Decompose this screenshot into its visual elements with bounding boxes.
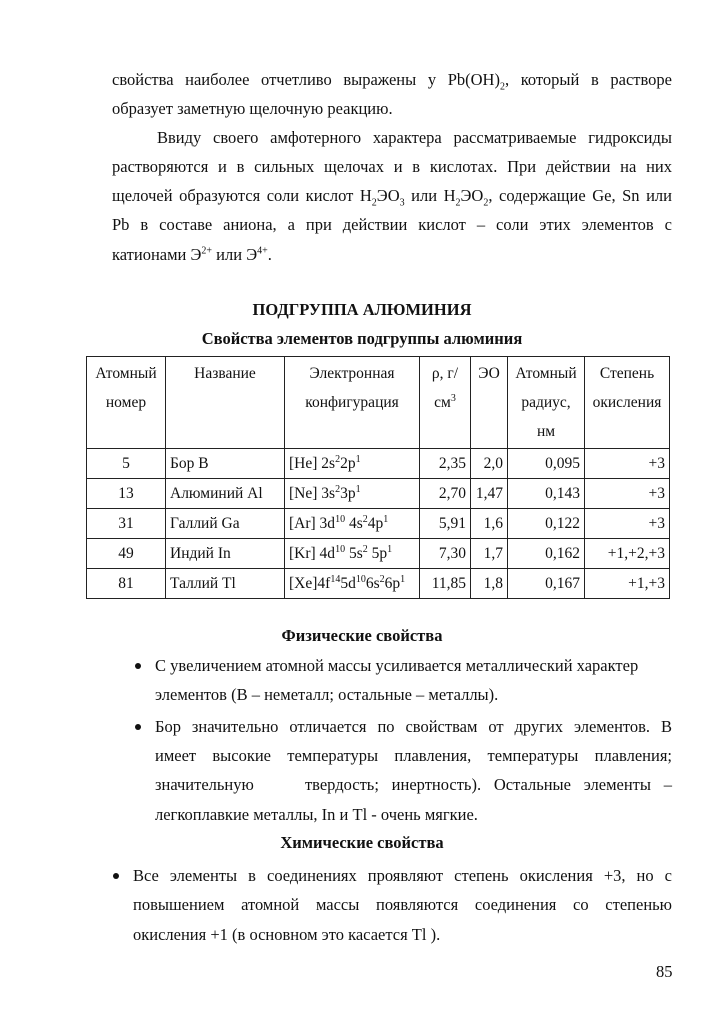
name-cell: Таллий Tl [166, 569, 285, 599]
config-segment: 2p [340, 455, 356, 472]
config-segment: 1 [383, 513, 389, 525]
config-cell [285, 449, 420, 479]
header-cell: Степень окисления [585, 357, 670, 449]
section-heading-chemical: Химические свойства [280, 833, 444, 852]
config-segment: [Ne] 3s [289, 485, 336, 502]
oxidation-cell: +3 [585, 449, 670, 479]
config-segment: 1 [400, 573, 406, 585]
radius-cell: 0,095 [508, 449, 585, 479]
atomic-number-cell: 49 [87, 539, 166, 569]
text-line: легкоплавкие металлы, In и Tl - очень мягкие. [155, 805, 478, 824]
density-cell: 7,30 [420, 539, 471, 569]
table-title: Свойства элементов подгруппы алюминия [201, 329, 523, 348]
radius-cell: 0,167 [508, 569, 585, 599]
text-line: Бор значительно отличается по свойствам от других элементов. B [155, 717, 672, 736]
table-header-row [87, 357, 670, 449]
header-cell: Атомный радиус, нм [508, 357, 585, 449]
radius-cell: 0,143 [508, 479, 585, 509]
config-segment: 3p [340, 485, 356, 502]
table-row [87, 449, 670, 479]
config-segment: 2 [362, 543, 368, 555]
electronegativity-cell: 1,47 [471, 479, 508, 509]
page-number: 85 [656, 962, 673, 981]
config-segment: 2 [335, 483, 341, 495]
config-segment: [He] 2s [289, 455, 336, 472]
config-segment: 6s [365, 575, 380, 592]
electronegativity-cell: 1,8 [471, 569, 508, 599]
config-segment: 10 [355, 573, 366, 585]
config-segment: 1 [355, 453, 361, 465]
density-cell: 5,91 [420, 509, 471, 539]
config-segment: 1 [355, 483, 361, 495]
config-segment: 6p [384, 575, 401, 592]
oxidation-cell: +1,+2,+3 [585, 539, 670, 569]
atomic-number-cell: 31 [87, 509, 166, 539]
header-cell: ЭО [471, 357, 508, 449]
config-cell [285, 479, 420, 509]
bullet-icon [113, 873, 119, 879]
config-segment: [Kr] 4d [289, 545, 336, 562]
text-line: элементов (B – неметалл; остальные – металлы). [155, 685, 499, 704]
text-line: повышением атомной массы появляются соединения со степенью [133, 895, 672, 914]
header-cell: Электронная конфигурация [285, 357, 420, 449]
name-cell: Галлий Ga [166, 509, 285, 539]
text-line: значительную твердость; инертность). Остальные элементы – [155, 775, 672, 794]
text-line: окисления +1 (в основном это касается Tl ). [133, 925, 441, 944]
density-cell: 2,35 [420, 449, 471, 479]
section-heading-physical: Физические свойства [281, 626, 443, 645]
text-line: Pb в составе аниона, а при действии кислот – соли этих элементов с [112, 215, 672, 234]
config-segment: 5d [340, 575, 356, 592]
table-row [87, 509, 670, 539]
density-cell: 11,85 [420, 569, 471, 599]
text-line: имеет высокие температуры плавления, температуры плавления; [155, 746, 672, 765]
config-cell [285, 539, 420, 569]
config-cell [285, 569, 420, 599]
config-segment: [Xe]4f [289, 575, 331, 592]
header-cell: Название [166, 357, 285, 449]
config-segment: 2 [379, 573, 385, 585]
config-segment: 2 [335, 453, 341, 465]
config-segment: 5p [367, 545, 388, 562]
name-cell: Алюминий Al [166, 479, 285, 509]
text-line: образует заметную щелочную реакцию. [112, 99, 393, 118]
config-cell [285, 509, 420, 539]
header-cell: Атомный номер [87, 357, 166, 449]
bullet-icon [135, 724, 141, 730]
config-segment: 4s [345, 515, 363, 532]
electronegativity-cell: 1,7 [471, 539, 508, 569]
atomic-number-cell: 81 [87, 569, 166, 599]
text-line: щелочей образуются соли кислот $H_2ЭO_3$ или $H_2ЭO_2$, содержащие Ge, Sn или [112, 186, 672, 209]
config-segment: 5s [345, 545, 363, 562]
density-cell: 2,70 [420, 479, 471, 509]
config-segment: 2 [362, 513, 368, 525]
text-line: растворяются и в сильных щелочах и в кислотах. При действии на них [112, 157, 672, 176]
bullet-icon [135, 663, 141, 669]
oxidation-cell: +3 [585, 509, 670, 539]
config-segment: 1 [387, 543, 393, 555]
atomic-number-cell: 13 [87, 479, 166, 509]
name-cell: Бор B [166, 449, 285, 479]
table-row [87, 569, 670, 599]
header-cell: ρ, $г/см^3$ [420, 357, 471, 449]
oxidation-cell: +3 [585, 479, 670, 509]
electronegativity-cell: 2,0 [471, 449, 508, 479]
electronegativity-cell: 1,6 [471, 509, 508, 539]
text-line: Все элементы в соединениях проявляют степень окисления +3, но с [133, 866, 672, 885]
config-segment: 10 [335, 513, 346, 525]
table-row [87, 479, 670, 509]
config-segment: 14 [330, 573, 341, 585]
name-cell: Индий In [166, 539, 285, 569]
radius-cell: 0,162 [508, 539, 585, 569]
text-line: Ввиду своего амфотерного характера рассматриваемые гидроксиды [157, 128, 672, 147]
text-line: катионами $Э^{2+}$ или $Э^{4+}$. [112, 245, 272, 264]
text-line: свойства наиболее отчетливо выражены у $Pb(OH)_2$, который в растворе [112, 70, 672, 93]
table-row [87, 539, 670, 569]
config-segment: 10 [335, 543, 346, 555]
elements-table [86, 356, 670, 599]
radius-cell: 0,122 [508, 509, 585, 539]
oxidation-cell: +1,+3 [585, 569, 670, 599]
config-segment: 4p [367, 515, 384, 532]
text-line: С увеличением атомной массы усиливается металлический характер [155, 656, 639, 675]
atomic-number-cell: 5 [87, 449, 166, 479]
config-segment: [Ar] 3d [289, 515, 336, 532]
section-heading: ПОДГРУППА АЛЮМИНИЯ [252, 300, 472, 319]
